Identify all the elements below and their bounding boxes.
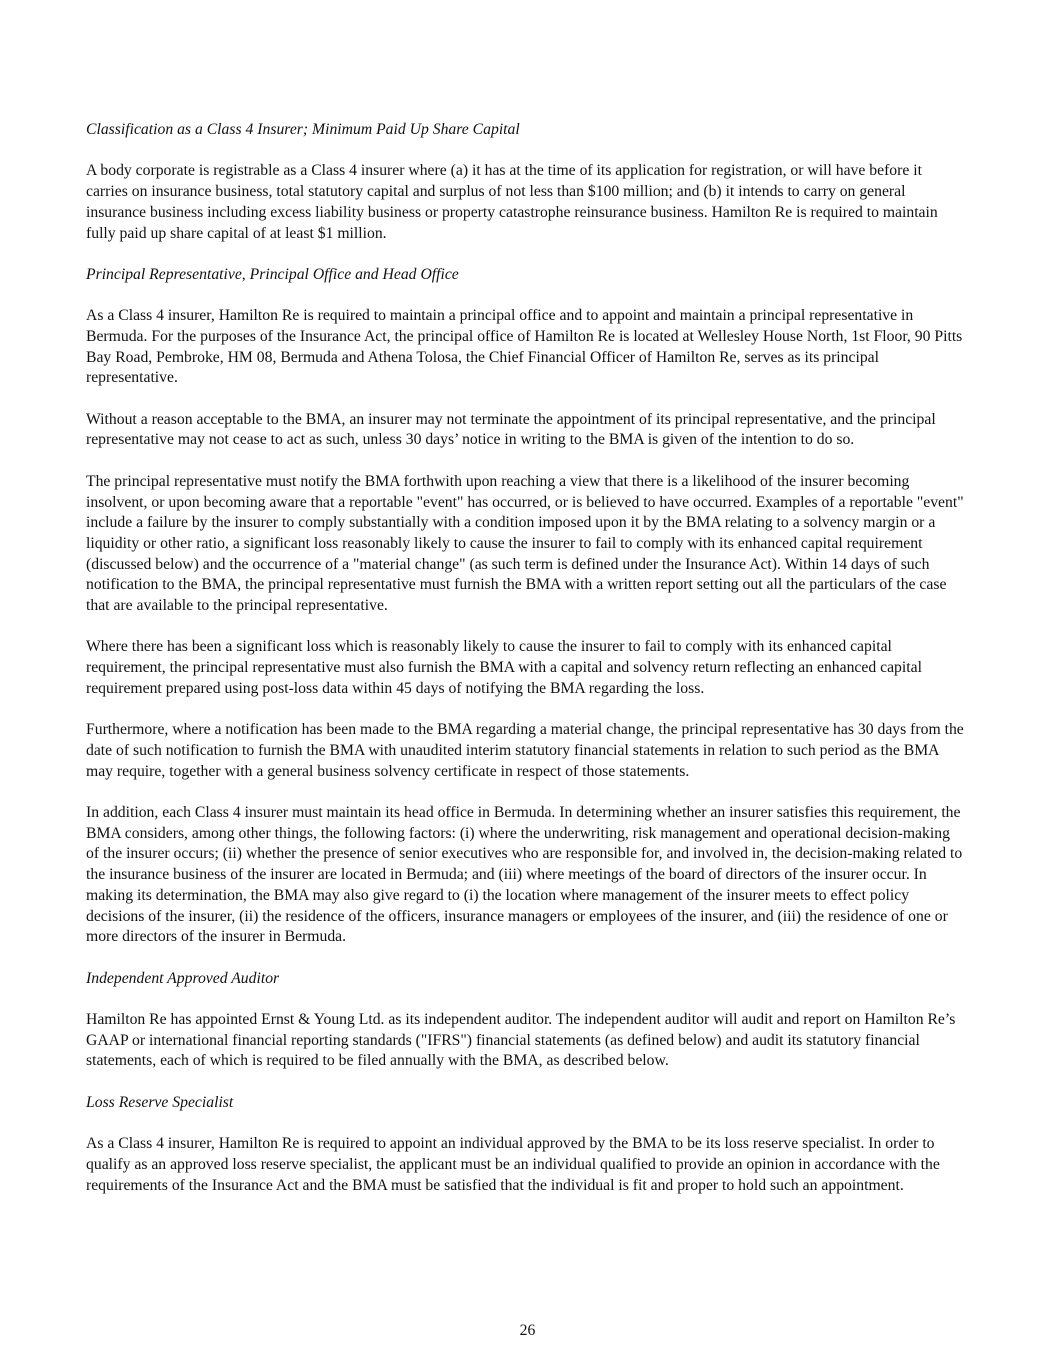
- paragraph: Furthermore, where a notification has been made to the BMA regarding a material change, the principal representative has 30 days from the date of such notification to furnish the BMA with unaudited interim statutory financial statements in relation to such period as the BMA may require, together with a general business solvency certificate in respect of those statements.: [86, 721, 964, 780]
- paragraph: As a Class 4 insurer, Hamilton Re is required to appoint an individual approved by the BMA to be its loss reserve specialist. In order to qualify as an approved loss reserve specialist, the applicant must be an individual qualified to provide an opinion in accordance with the requirements of the Insurance Act and the BMA must be satisfied that the individual is fit and proper to hold such an appointment.: [86, 1135, 940, 1194]
- document-page: [86, 120, 966, 1217]
- paragraph: As a Class 4 insurer, Hamilton Re is required to maintain a principal office and to appoint and maintain a principal representative in Bermuda. For the purposes of the Insurance Act, the principal office of Hamilton Re is located at Wellesley House North, 1st Floor, 90 Pitts Bay Road, Pembroke, HM 08, Bermuda and Athena Tolosa, the Chief Financial Officer of Hamilton Re, serves as its principal representative.: [86, 307, 963, 387]
- paragraph: Where there has been a significant loss which is reasonably likely to cause the insurer to fail to comply with its enhanced capital requirement, the principal representative must also furnish the BMA with a capital and solvency return reflecting an enhanced capital requirement prepared using post-loss data within 45 days of notifying the BMA regarding the loss.: [86, 638, 922, 697]
- paragraph: Without a reason acceptable to the BMA, an insurer may not terminate the appointment of its principal representative, and the principal representative may not cease to act as such, unless 30 days’ notice in writing to the BMA is given of the intention to do so.: [86, 410, 936, 449]
- paragraph: Hamilton Re has appointed Ernst & Young Ltd. as its independent auditor. The independent auditor will audit and report on Hamilton Re’s GAAP or international financial reporting standards ("IFRS") financial statements (as defined below) and audit its statutory financial statements, each of which is required to be filed annually with the BMA, as described below.: [86, 1011, 956, 1070]
- paragraph: The principal representative must notify the BMA forthwith upon reaching a view that there is a likelihood of the insurer becoming insolvent, or upon becoming aware that a reportable "event" has occurred, or is believed to have occurred. Examples of a reportable "event" include a failure by the insurer to comply substantially with a condition imposed upon it by the BMA relating to a solvency margin or a liquidity or other ratio, a significant loss reasonably likely to cause the insurer to fail to comply with its enhanced capital requirement (discussed below) and the occurrence of a "material change" (as such term is defined under the Insurance Act). Within 14 days of such notification to the BMA, the principal representative must furnish the BMA with a written report setting out all the particulars of the case that are available to the principal representative.: [86, 472, 964, 615]
- paragraph: A body corporate is registrable as a Class 4 insurer where (a) it has at the time of its application for registration, or will have before it carries on insurance business, total statutory capital and surplus of not less than $100 million; and (b) it intends to carry on general insurance business including excess liability business or property catastrophe reinsurance business. Hamilton Re is required to maintain fully paid up share capital of at least $1 million.: [86, 162, 938, 242]
- section-heading-loss-reserve-specialist: Loss Reserve Specialist: [86, 1093, 234, 1111]
- page-number: 26: [519, 1322, 536, 1339]
- section-heading-classification: Classification as a Class 4 Insurer; Minimum Paid Up Share Capital: [86, 121, 520, 138]
- section-heading-independent-auditor: Independent Approved Auditor: [86, 969, 280, 987]
- section-heading-principal-representative: Principal Representative, Principal Office and Head Office: [86, 265, 459, 283]
- paragraph: In addition, each Class 4 insurer must maintain its head office in Bermuda. In determining whether an insurer satisfies this requirement, the BMA considers, among other things, the following factors: (i) where the underwriting, risk management and operational decision-making of the insurer occurs; (ii) whether the presence of senior executives who are responsible for, and involved in, the decision-making related to the insurance business of the insurer are located in Bermuda; and (iii) where meetings of the board of directors of the insurer occur. In making its determination, the BMA may also give regard to (i) the location where management of the insurer meets to effect policy decisions of the insurer, (ii) the residence of the officers, insurance managers or employees of the insurer, and (iii) the residence of one or more directors of the insurer in Bermuda.: [86, 804, 963, 946]
